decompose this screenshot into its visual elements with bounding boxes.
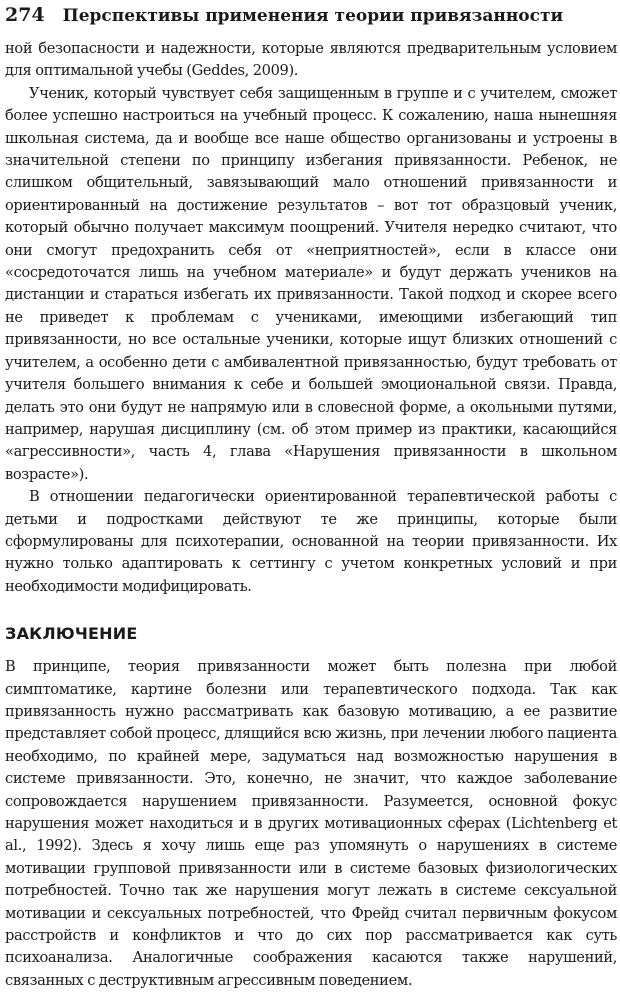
paragraph-conclusion: В принципе, теория привязанности может быть полезна при любой симптоматике, картине болезни или терапевтического подхода. Так как привязанность нужно рассматривать как базовую мотивацию, а ее развитие представляет собой процесс, длящийся всю жизнь, при лечении любого пациента необходимо, по крайней мере, задуматься над возможностью нарушения в системе привязанности. Это, конечно, не значит, что каждое заболевание сопровождается нарушением привязанности. Разумеется, основной фокус нарушения может находиться и в других мотивационных сферах (Lichtenberg et al., 1992). Здесь я хочу лишь еще раз упомянуть о нарушениях в системе мотивации групповой привязанности или в системе базовых физиологических потребностей. Точно так же нарушения могут лежать в системе сексуальной мотивации и сексуальных потребностей, что Фрейд считал первичным фокусом расстройств и конфликтов и что до сих пор рассматривается как суть психоанализа. Аналогичные соображения касаются также нарушений, связанных с деструктивным агрессивным поведением. bbox=[5, 658, 617, 989]
paragraph-pedagogical-work: В отношении педагогически ориентированной терапевтической работы с детьми и подростками действуют те же принципы, которые были сформулированы для психотерапии, основанной на теории привязанности. Их нужно только адаптировать к сеттингу с учетом конкретных условий и при необходимости модифицировать. bbox=[5, 488, 617, 595]
paragraph-continued: ной безопасности и надежности, которые являются предварительным условием для оптимальной учебы (Geddes, 2009). bbox=[5, 40, 617, 80]
section-heading-conclusion: ЗАКЛЮЧЕНИЕ bbox=[5, 624, 138, 644]
page-number: 274 bbox=[5, 4, 45, 26]
running-header bbox=[5, 4, 617, 38]
book-page bbox=[5, 0, 617, 989]
running-header-title: Перспективы применения теории привязанности bbox=[62, 6, 564, 26]
paragraph-student-security: Ученик, который чувствует себя защищенным в группе и с учителем, сможет более успешно настроиться на учебный процесс. К сожалению, наша нынешняя школьная система, да и вообще все наше общество организованы и устроены в значительной степени по принципу избегания привязанности. Ребенок, не слишком общительный, завязывающий мало отношений привязанности и ориентированный на достижение результатов – вот тот образцовый ученик, который обычно получает максимум поощрений. Учителя нередко считают, что они смогут предохранить себя от «неприятностей», если в классе они «сосредоточатся лишь на учебном материале» и будут держать учеников на дистанции и стараться избегать их привязанности. Такой подход и скорее всего не приведет к проблемам с учениками, имеющими избегающий тип привязанности, но все остальные ученики, которые ищут близких отношений с учителем, а особенно дети с амбивалентной привязанностью, будут требовать от учителя большего внимания к себе и большей эмоциональной связи. Правда, делать это они будут не напрямую или в словесной форме, а окольными путями, например, нарушая дисциплину (см. об этом пример из практики, касающийся «агрессивности», часть 4, глава «Нарушения привязанности в школьном возрасте»). bbox=[5, 84, 617, 483]
